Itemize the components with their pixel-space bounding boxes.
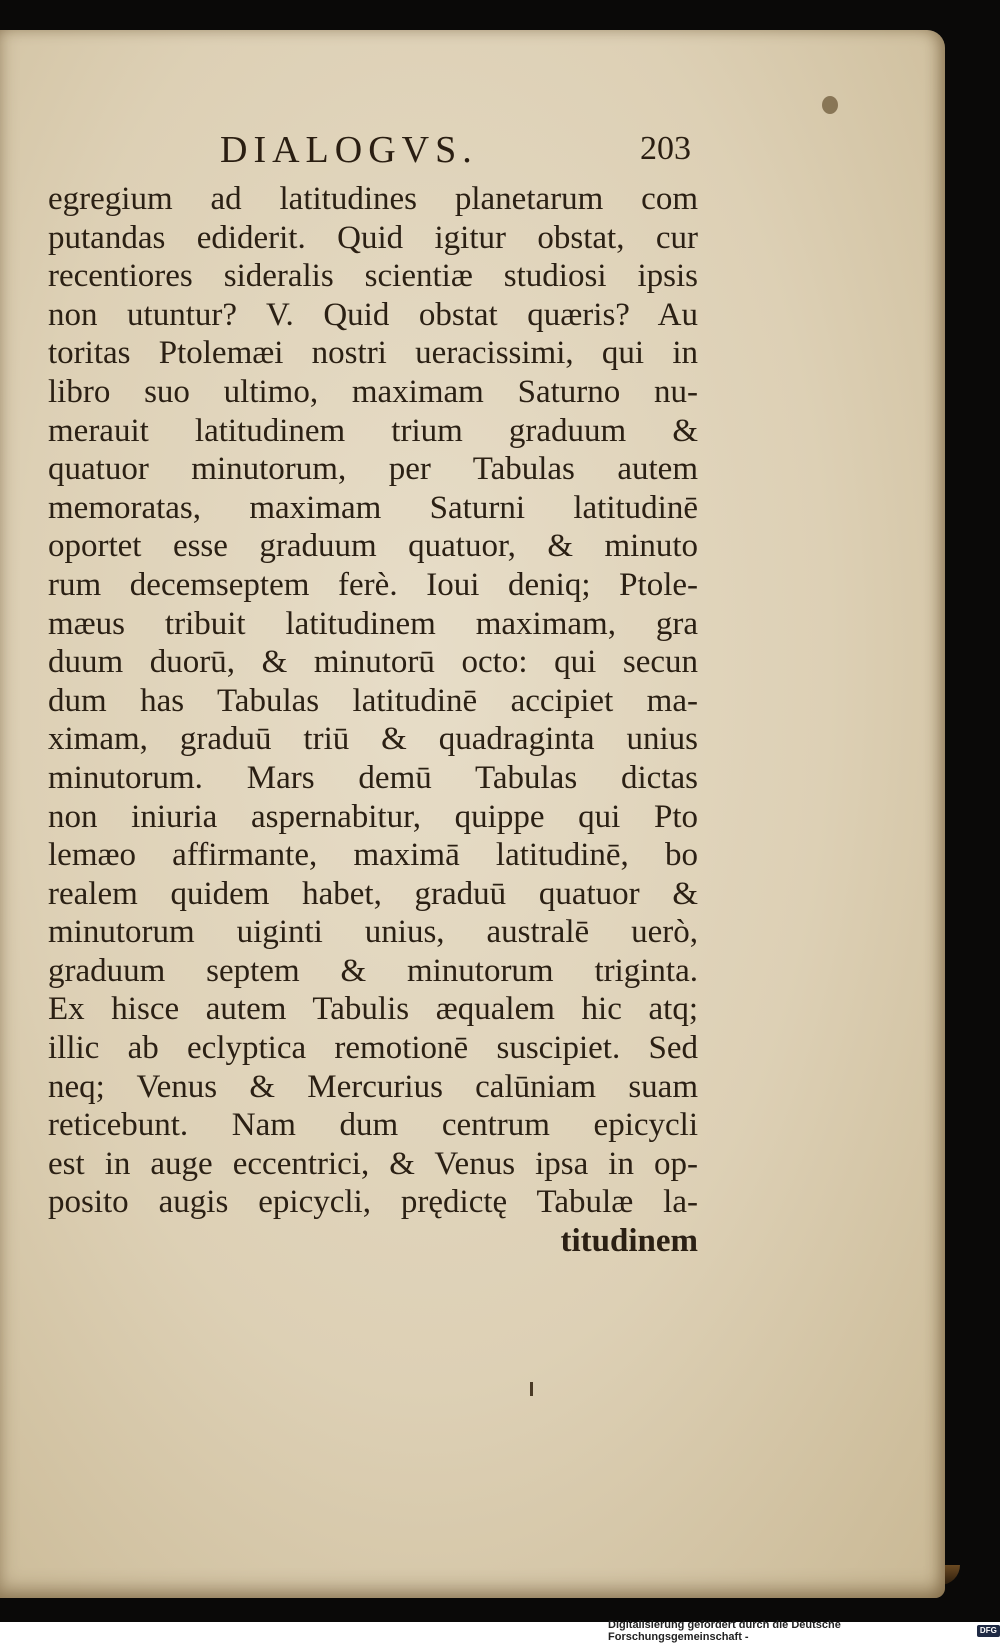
text-line: Ex hisce autem Tabulis æqualem hic atq;	[48, 991, 698, 1028]
text-line: non iniuria aspernabitur, quippe qui Pto	[48, 798, 698, 835]
text-line: recentiores sideralis scientiæ studiosi ipsis	[48, 258, 698, 295]
text-line: oportet esse graduum quatuor, & minuto	[48, 528, 698, 565]
text-line: minutorum uiginti unius, australē uerò,	[48, 914, 698, 951]
text-line: realem quidem habet, graduū quatuor &	[48, 875, 698, 912]
text-line: quatuor minutorum, per Tabulas autem	[48, 451, 698, 488]
text-line: posito augis epicycli, prędictę Tabulæ la-	[48, 1184, 698, 1221]
catchword: titudinem	[560, 1223, 698, 1260]
stray-ink-mark	[530, 1382, 533, 1396]
text-line: dum has Tabulas latitudinē accipiet ma-	[48, 682, 698, 719]
text-line: lemæo affirmante, maximā latitudinē, bo	[48, 837, 698, 874]
text-line: graduum septem & minutorum triginta.	[48, 952, 698, 989]
text-line: duum duorū, & minutorū octo: qui secun	[48, 644, 698, 681]
ink-spot	[822, 96, 838, 114]
running-head-title: DIALOGVS.	[220, 129, 478, 171]
text-line: illic ab eclyptica remotionē suscipiet. Sed	[48, 1030, 698, 1067]
text-line: mæus tribuit latitudinem maximam, gra	[48, 605, 698, 642]
running-head	[0, 128, 945, 178]
text-line: egregium ad latitudines planetarum com	[48, 181, 698, 217]
text-line: toritas Ptolemæi nostri ueracissimi, qui in	[48, 335, 698, 372]
text-line: libro suo ultimo, maximam Saturno nu-	[48, 373, 698, 410]
text-line: ximam, graduū triū & quadraginta unius	[48, 721, 698, 758]
text-line: neq; Venus & Mercurius calūniam suam	[48, 1068, 698, 1105]
text-line: est in auge eccentrici, & Venus ipsa in op-	[48, 1145, 698, 1182]
credit-text: Digitalisierung gefördert durch die Deutsche Forschungsgemeinschaft -	[608, 1619, 841, 1643]
text-line: putandas ediderit. Quid igitur obstat, cur	[48, 219, 698, 256]
digitization-credit	[608, 1619, 1000, 1643]
page-number: 203	[640, 130, 691, 167]
body-text	[48, 180, 698, 1261]
text-line: minutorum. Mars demū Tabulas dictas	[48, 759, 698, 796]
text-line: memoratas, maximam Saturni latitudinē	[48, 489, 698, 526]
text-line: rum decemseptem ferè. Ioui deniq; Ptole-	[48, 566, 698, 603]
book-page	[0, 30, 945, 1598]
text-line: reticebunt. Nam dum centrum epicycli	[48, 1107, 698, 1144]
text-line: merauit latitudinem trium graduum &	[48, 412, 698, 449]
dfg-logo-icon: DFG	[977, 1625, 1000, 1637]
text-line: non utuntur? V. Quid obstat quæris? Au	[48, 296, 698, 333]
